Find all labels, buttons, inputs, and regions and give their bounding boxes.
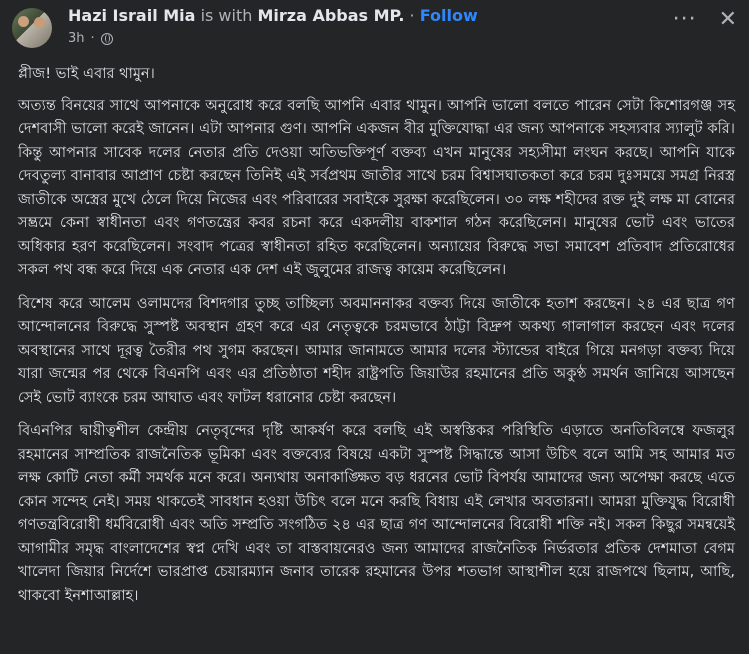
author-avatar[interactable] bbox=[12, 8, 52, 48]
post-actions bbox=[672, 7, 737, 32]
post-paragraph-2: বিশেষ করে আলেম ওলামদের বিশদগার তুচ্ছ তাচ্ছিল্য অবমাননাকর বক্তব্য দিয়ে জাতীকে হতাশ করছেন। ২৪ এর ছাত্র গণ আন্দোলনের বিরুদ্ধে সুস্পষ্ট অবস্থান গ্রহণ করে এর নেতৃত্বকে চরমভাবে ঠাট্টা বিদ্রুপ অকথ্য গালাগাল করছেন এবং দলের অবস্থানের সাথে দূরত্ব তৈরীর পথ সুগম করছেন। আমার জানামতে আমার দলের স্ট্যান্ডের বাইরে গিয়ে মনগড়া বক্তব্য দিয়ে যারা জন্মের পর থেকে বিএনপি এবং এর প্রতিষ্ঠাতা শহীদ রাষ্ট্রপতি জিয়াউর রহমানের প্রতি অকুণ্ঠ সমর্থন জানিয়ে আসছেন সেই ভোট ব্যাংকে চরম আঘাত এবং ফাটল ধরানোর চেষ্টা করছেন। bbox=[18, 294, 735, 406]
post-paragraph-3: বিএনপির দ্বায়ীত্বশীল কেন্দ্রীয় নেতৃবৃন্দের দৃষ্টি আকর্ষণ করে বলছি এই অস্বস্তিকর পরিস্থিতি এড়াতে অনতিবিলম্বে ফজলুর রহমানের সাম্প্রতিক রাজনৈতিক ভূমিকা এবং বক্তব্যের বিষয়ে একটা সুস্পষ্ট সিদ্ধান্তে আসা উচিৎ বলে আমি সহ আমার মত লক্ষ কোটি নেতা কর্মী সমর্থক মনে করে। অন্যথায় অনাকাঙ্ক্ষিত বড় ধরনের ভোট বিপর্যয় আমাদের জন্য অপেক্ষা করছে এতে কোন সন্দেহ নেই। সময় থাকতেই সাবধান হওয়া উচিৎ বলে মনে করছি বিধায় এই লেখার অবতারনা। আমরা মুক্তিযুদ্ধ বিরোধী গণতন্ত্রবিরোধী ধর্মবিরোধী এবং অতি সম্প্রতি সংগঠিত ২৪ এর ছাত্র গণ আন্দোলনের বিরোধী শক্তি নই। সকল কিছুর সমন্বয়েই আগামীর সমৃদ্ধ বাংলাদেশের স্বপ্ন দেখি এবং তা বাস্তবায়নেরও জন্য আমাদের রাজনৈতিক নির্ভরতার প্রতিক দেশমাতা বেগম খালেদা জিয়ার নির্দেশে ভারপ্রাপ্ত চেয়ারম্যান জনাব তারেক রহমানের উপর শতভাগ আস্থাশীল হয়ে রাজপথে ছিলাম, আছি, থাকবো ইনশাআল্লাহ। bbox=[18, 422, 735, 604]
globe-icon bbox=[101, 33, 113, 45]
separator-dot: · bbox=[409, 6, 415, 25]
more-horizontal-icon[interactable]: ··· bbox=[672, 7, 697, 32]
post-meta bbox=[68, 6, 478, 48]
close-icon[interactable]: ✕ bbox=[718, 7, 737, 32]
post-header bbox=[12, 6, 737, 52]
post-paragraph-1: অত্যন্ত বিনয়ের সাথে আপনাকে অনুরোধ করে বলছি আপনি এবার থামুন। আপনি ভালো বলতে পারেন সেটা কিশোরগঞ্জ সহ দেশবাসী ভালো করেই জানেন। এটা আপনার গুণ। আপনি একজন বীর মুক্তিযোদ্ধা এর জন্য আপনাকে সহস্যবার স্যালুট করি। কিন্তু আপনার সাবেক দলের নেতার প্রতি দেওয়া অতিভক্তিপূর্ণ বক্তব্য এখন মানুষের সহ্যসীমা লংঘন করছে। আপনি যাকে দেবতুল্য বানাবার আপ্রাণ চেষ্টা করছেন তিনিই এই সর্বপ্রথম জাতীর সাথে চরম বিশ্বাসঘাতকতা করে চরম দুঃসময়ে সমগ্র নিরস্ত্র জাতীকে অস্ত্রের মুখে ঠেলে দিয়ে নিজের এবং পরিবারের সবাইকে সুরক্ষা করেছিলেন। ৩০ লক্ষ শহীদের রক্ত দুই লক্ষ মা বোনের সম্ভ্রমে কেনা স্বাধীনতা এবং গণতন্ত্রের কবর রচনা করে একদলীয় বাকশাল গঠন করেছিলেন। মানুষের ভোট এবং ভাতের অধিকার হরণ করেছিলেন। সংবাদ পত্রের স্বাধীনতা রহিত করেছিলেন। অন্যায়ের বিরুদ্ধে সভা সমাবেশ প্রতিবাদ প্রতিরোধের সকল পথ বন্ধ করে দিয়ে এক নেতার এক দেশ এই জুলুমের রাজত্ব কায়েম করেছিলেন। bbox=[18, 96, 735, 278]
with-text: is with bbox=[200, 6, 253, 25]
time-separator: · bbox=[90, 31, 95, 46]
follow-button[interactable]: Follow bbox=[419, 6, 478, 25]
author-line bbox=[68, 6, 478, 26]
post-time-line bbox=[68, 30, 478, 48]
post-body bbox=[18, 62, 735, 617]
author-name[interactable]: Hazi Israil Mia bbox=[68, 6, 196, 25]
post-title: প্লীজ! ভাই এবার থামুন। bbox=[18, 65, 155, 82]
tagged-name[interactable]: Mirza Abbas MP. bbox=[257, 6, 405, 25]
post-time[interactable]: 3h bbox=[68, 31, 85, 46]
